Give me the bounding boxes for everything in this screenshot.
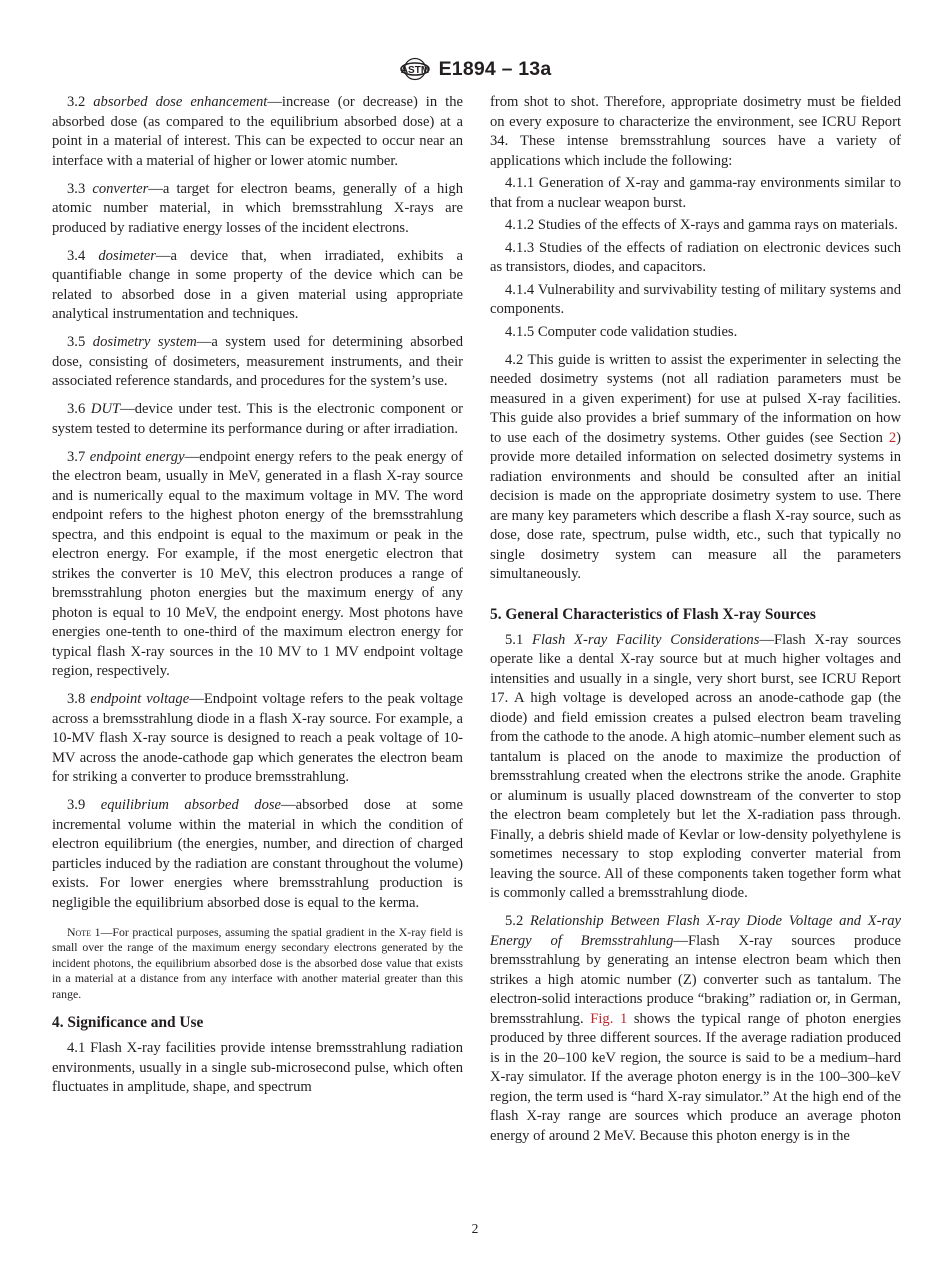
paragraph-4-2: 4.2 This guide is written to assist the experimenter in selecting the needed dosimetry systems (not all radiation parameters must be measured in a given experiment) for use at pulsed X-ray facilities. This guide also provides a brief summary of the information on how to use each of the dosimetry systems. Other guides (see Section 2) provide more detailed information on selected dosimetry systems in radiation environments and should be consulted after an initial decision is made on the appropriate dosimetry system to use. There are many key parameters which describe a flash X-ray source, such as dose, dose rate, spectrum, pulse width, etc., such that typically no single dosimetry system can measure all the parameters simultaneously. xyxy=(490,351,901,582)
paragraph-4-1-continued: from shot to shot. Therefore, appropriate dosimetry must be fielded on every exposure to characterize the environment, see ICRU Report 34. These intense bremsstrahlung sources have a variety of applications which include the following: xyxy=(490,94,901,169)
paragraph-4-1-4: 4.1.4 Vulnerability and survivability testing of military systems and components. xyxy=(490,281,901,317)
paragraph-3-6: 3.6 DUT—device under test. This is the electronic component or system tested to determine its performance during or after irradiation. xyxy=(52,401,463,437)
paragraph-3-8: 3.8 endpoint voltage—Endpoint voltage refers to the peak voltage across a bremsstrahlung diode in a flash X-ray source. For example, a 10-MV flash X-ray source is designed to reach a peak voltage of 10-MV across the anode-cathode gap which generates the electron beam for striking a converter to produce bremsstrahlung. xyxy=(52,691,463,785)
paragraph-3-3: 3.3 converter—a target for electron beams, generally of a high atomic number material, in which bremsstrahlung X-rays are produced by radiative energy losses of the incident electrons. xyxy=(52,180,463,236)
paragraph-3-2: 3.2 absorbed dose enhancement—increase (or decrease) in the absorbed dose (as compared to the equilibrium absorbed dose) at a point in a material of interest. This can be expected to occur near an interface with a material of higher or lower atomic number. xyxy=(52,94,463,169)
paragraph-5-2: 5.2 Relationship Between Flash X-ray Diode Voltage and X-ray Energy of Bremsstrahlung—Flash X-ray sources produce bremsstrahlung by generating an intense electron beam which then strikes a high atomic number (Z) converter such as tantalum. The electron-solid interactions produce “braking” radiation or, in German, bremsstrahlung. Fig. 1 shows the typical range of photon energies produced by three different sources. If the average radiation produced is in the 20–100 keV region, the source is said to be a medium–hard X-ray simulator. If the average photon energy is in the 100–300–keV region, the term used is “hard X-ray simulator.” At the high end of the flash X-ray range are sources which produce an average photon energy of around 2 MeV. Because this photon energy is in the xyxy=(490,913,902,1144)
term: equilibrium absorbed dose xyxy=(100,797,282,813)
section-4-heading: 4. Significance and Use xyxy=(52,1014,204,1032)
term: Flash X-ray Facility Considerations xyxy=(532,631,760,648)
paragraph-5-1: 5.1 Flash X-ray Facility Considerations—Flash X-ray sources operate like a dental X-ray source but at much higher voltages and intensities and usually in a single, very short burst, see ICRU Report 17. A high voltage is developed across an anode-cathode gap (the diode) and field emission creates a pulsed electron beam traveling from the cathode to the anode. A high atomic–number element such as tantalum is placed on the anode to maximize the production of bremsstrahlung created when the electrons strike the anode. Graphite or aluminum is usually placed downstream of the converter to stop the electron beam completely but let the X-radiation pass through. Finally, a debris shield made of Kevlar or low-density polyethylene is sometimes necessary to stop exploding converter material from leaving the source. All of these components taken together form what is commonly called a bremsstrahlung diode. xyxy=(490,631,901,901)
term: converter xyxy=(92,180,149,197)
document-header xyxy=(0,52,950,86)
right-column xyxy=(490,93,901,1146)
left-column xyxy=(52,93,463,1098)
svg-text:ASTM: ASTM xyxy=(400,65,429,76)
term: dosimeter xyxy=(98,247,156,264)
term: absorbed dose enhancement xyxy=(93,94,268,110)
paragraph-4-1: 4.1 Flash X-ray facilities provide intense bremsstrahlung radiation environments, usually in a single sub-microsecond pulse, which often fluctuates in amplitude, shape, and spectrum xyxy=(52,1040,463,1096)
term: endpoint energy xyxy=(89,448,185,465)
note-1: Note 1—For practical purposes, assuming the spatial gradient in the X-ray field is small over the range of the maximum energy secondary electrons generated by the incident photons, the equilibrium absorbed dose is the absorbed dose value that exists in a material at a distance from any interface with another material greater than this range. xyxy=(52,925,463,1001)
astm-logo-icon xyxy=(399,54,431,84)
term: endpoint voltage xyxy=(90,691,190,707)
paragraph-4-1-5: 4.1.5 Computer code validation studies. xyxy=(505,323,738,340)
paragraph-3-7: 3.7 endpoint energy—endpoint energy refers to the peak energy of the electron beam, usually in MeV, generated in a flash X-ray source and is numerically equal to the maximum voltage in MV. The word endpoint refers to the highest photon energy of the bremsstrahlung spectra, and this endpoint is equal to the maximum or peak in the electron energy. For example, if the most energetic electron that strikes the converter is 10 MeV, this electron produces a range of bremsstrahlung photon energies but the maximum energy of any photon is equal to 10 MeV, the endpoint energy. Most photons have energies one-tenth to one-third of the maximum electron energy for typical flash X-ray sources in the 10 MV to 1 MV endpoint voltage region, respectively. xyxy=(52,448,463,679)
term: dosimetry system xyxy=(92,334,197,350)
paragraph-4-1-3: 4.1.3 Studies of the effects of radiation on electronic devices such as transistors, diodes, and capacitors. xyxy=(490,239,901,275)
figure-1-link[interactable]: Fig. 1 xyxy=(590,1010,628,1027)
paragraph-3-5: 3.5 dosimetry system—a system used for determining absorbed dose, consisting of dosimeters, measurement instruments, and their associated reference standards, and procedures for the system’s use. xyxy=(52,334,463,389)
section-2-link[interactable]: 2 xyxy=(888,429,897,446)
paragraph-3-9: 3.9 equilibrium absorbed dose—absorbed dose at some incremental volume within the material in which the condition of electron equilibrium (the energies, number, and direction of charged particles induced by the radiation are constant throughout the volume) exists. For lower energies where bremsstrahlung production is negligible the equilibrium absorbed dose is equal to the kerma. xyxy=(52,797,463,911)
document-id: E1894 – 13a xyxy=(438,57,552,80)
section-5-heading: 5. General Characteristics of Flash X-ray Sources xyxy=(490,605,816,623)
term: DUT xyxy=(90,401,121,417)
note-label: Note 1 xyxy=(67,925,101,939)
page-number: 2 xyxy=(471,1221,479,1236)
term: Relationship Between Flash X-ray Diode Voltage and X-ray Energy of Bremsstrahlung xyxy=(490,913,901,949)
paragraph-3-4: 3.4 dosimeter—a device that, when irradiated, exhibits a quantifiable change in some property of the device which can be related to absorbed dose in a given material using appropriate analytical instrumentation and techniques. xyxy=(52,247,463,322)
paragraph-4-1-2: 4.1.2 Studies of the effects of X-rays and gamma rays on materials. xyxy=(505,217,898,233)
paragraph-4-1-1: 4.1.1 Generation of X-ray and gamma-ray environments similar to that from a nuclear weapon burst. xyxy=(490,175,901,211)
